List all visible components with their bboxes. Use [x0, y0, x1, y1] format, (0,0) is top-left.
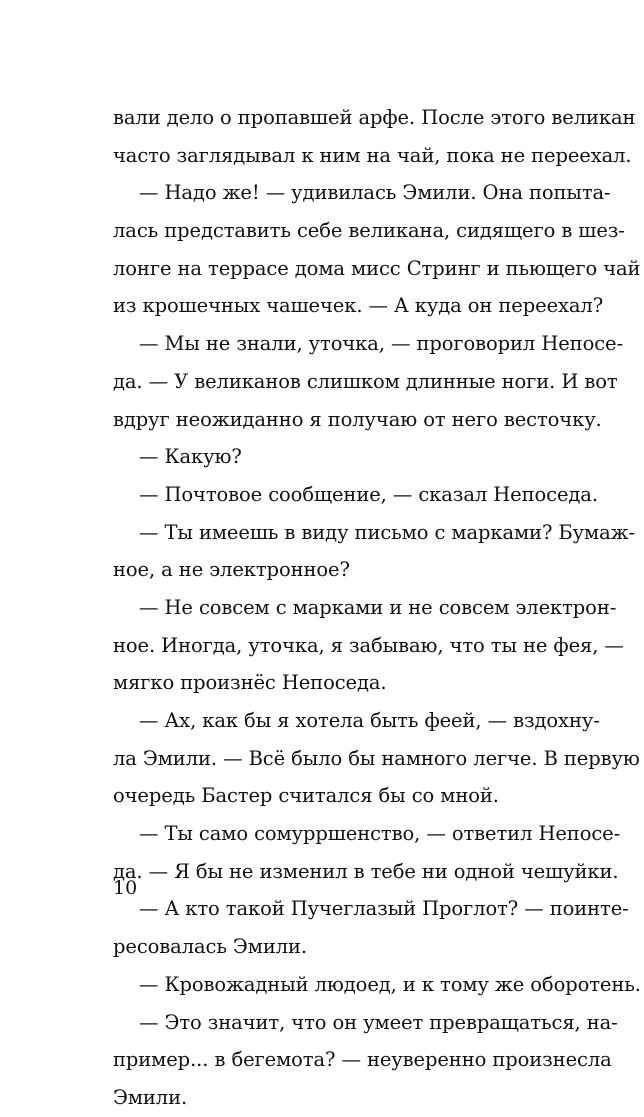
text-line: — Ты имеешь в виду письмо с марками? Бумаж-	[139, 520, 635, 544]
text-line: — Ты само сомурршенство, — ответил Непосе-	[139, 822, 621, 846]
text-line: — Мы не знали, уточка, — проговорил Непосе-	[139, 332, 623, 356]
text-line: Эмили.	[113, 1085, 188, 1109]
text-line: часто заглядывал к ним на чай, пока не переехал.	[113, 143, 632, 167]
text-line: — А кто такой Пучеглазый Проглот? — поинте-	[139, 897, 629, 921]
text-line: ресовалась Эмили.	[113, 935, 308, 959]
text-line: вали дело о пропавшей арфе. После этого великан	[113, 106, 636, 129]
text-line: — Не совсем с марками и не совсем электрон-	[139, 595, 617, 619]
text-line: — Это значит, что он умеет превращаться, на-	[139, 1010, 618, 1034]
page-number: 10	[113, 877, 138, 899]
text-line: — Надо же! — удивилась Эмили. Она попыта-	[139, 181, 611, 205]
page-body-text	[113, 99, 641, 1117]
text-line: — Кровожадный людоед, и к тому же оборотень.	[139, 972, 641, 996]
text-line: ла Эмили. — Всё было бы намного легче. В первую	[113, 746, 640, 770]
text-line: лонге на террасе дома мисс Стринг и пьющего чай	[113, 256, 641, 280]
text-line: — Почтовое сообщение, — сказал Непоседа.	[139, 482, 598, 506]
text-line: ное. Иногда, уточка, я забываю, что ты не фея, —	[113, 633, 624, 657]
text-line: из крошечных чашечек. — А куда он переехал?	[113, 294, 604, 318]
text-line: вдруг неожиданно я получаю от него весточку.	[113, 407, 602, 431]
text-line: — Ах, как бы я хотела быть феей, — вздохну-	[139, 709, 600, 732]
text-line: очередь Бастер считался бы со мной.	[113, 784, 499, 808]
text-line: лась представить себе великана, сидящего в шез-	[113, 219, 625, 243]
text-line: — Какую?	[139, 445, 242, 469]
text-line: ное, а не электронное?	[113, 558, 350, 582]
text-line: пример... в бегемота? — неуверенно произнесла	[113, 1048, 612, 1072]
text-line: да. — У великанов слишком длинные ноги. И вот	[113, 369, 618, 393]
text-line: мягко произнёс Непоседа.	[113, 671, 387, 695]
text-line: да. — Я бы не изменил в тебе ни одной чешуйки.	[113, 859, 619, 883]
